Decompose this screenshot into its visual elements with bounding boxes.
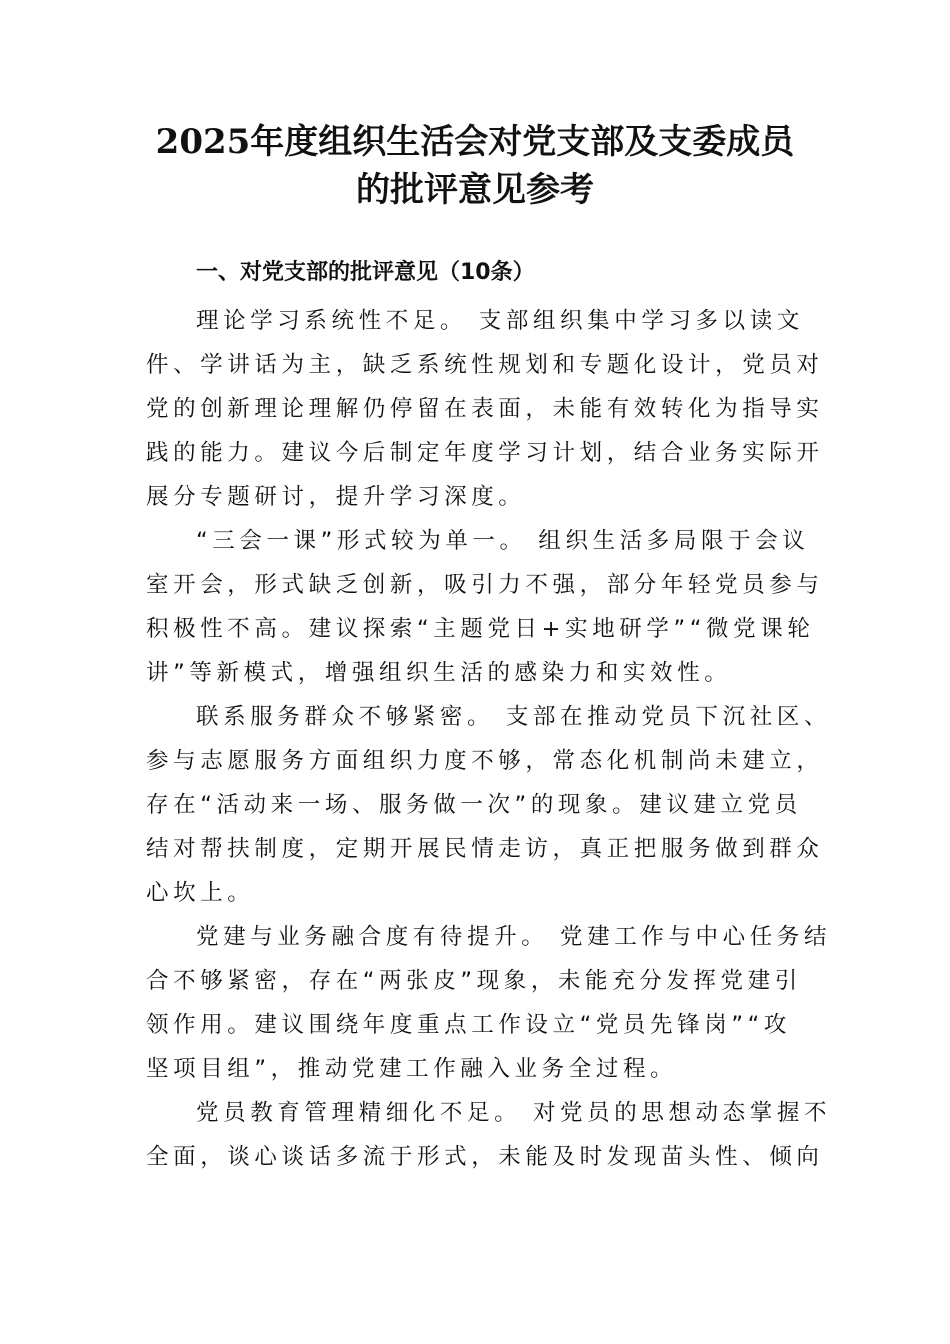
title-line-1: 2025年度组织生活会对党支部及支委成员: [155, 122, 795, 162]
paragraph-line: 领作用。建议围绕年度重点工作设立“党员先锋岗”“攻: [146, 1012, 791, 1038]
paragraph-line: 展分专题研讨，提升学习深度。: [146, 484, 526, 510]
paragraph-line: 合不够紧密，存在“两张皮”现象，未能充分发挥党建引: [146, 968, 802, 994]
paragraph-serve-masses: [146, 695, 832, 915]
paragraph-line: 党的创新理论理解仍停留在表面，未能有效转化为指导实: [146, 396, 824, 422]
paragraph-member-management: [146, 1091, 832, 1179]
paragraph-line: 件、学讲话为主，缺乏系统性规划和专题化设计，党员对: [146, 352, 824, 378]
paragraph-line: 党员教育管理精细化不足。 对党员的思想动态掌握不: [196, 1100, 832, 1126]
paragraph-line: 结对帮扶制度，定期开展民情走访，真正把服务做到群众: [146, 836, 824, 862]
paragraph-theory-study: [146, 299, 824, 519]
paragraph-line: 党建与业务融合度有待提升。 党建工作与中心任务结: [196, 924, 832, 950]
paragraph-line: 心坎上。: [146, 880, 255, 906]
paragraph-party-business-integration: [146, 915, 832, 1091]
section-heading: 一、对党支部的批评意见（10条）: [196, 260, 535, 285]
paragraph-line: 参与志愿服务方面组织力度不够，常态化机制尚未建立，: [146, 748, 824, 774]
paragraph-line: 践的能力。建议今后制定年度学习计划，结合业务实际开: [146, 440, 824, 466]
paragraph-line: 室开会，形式缺乏创新，吸引力不强，部分年轻党员参与: [146, 572, 824, 598]
title-line-2: 的批评意见参考: [356, 170, 594, 210]
body-text: [146, 299, 832, 1179]
paragraph-line: 理论学习系统性不足。 支部组织集中学习多以读文: [196, 308, 804, 334]
document-title: [100, 118, 850, 214]
paragraph-meeting-format: [146, 519, 824, 695]
paragraph-line: 讲”等新模式，增强组织生活的感染力和实效性。: [146, 660, 732, 686]
paragraph-line: 联系服务群众不够紧密。 支部在推动党员下沉社区、: [196, 704, 832, 730]
paragraph-line: 存在“活动来一场、服务做一次”的现象。建议建立党员: [146, 792, 802, 818]
paragraph-line: 积极性不高。建议探索“主题党日+实地研学”“微党课轮: [146, 616, 815, 642]
paragraph-line: 坚项目组”，推动党建工作融入业务全过程。: [146, 1056, 678, 1082]
paragraph-line: 全面，谈心谈话多流于形式，未能及时发现苗头性、倾向: [146, 1144, 824, 1170]
paragraph-line: “三会一课”形式较为单一。 组织生活多局限于会议: [196, 528, 810, 554]
